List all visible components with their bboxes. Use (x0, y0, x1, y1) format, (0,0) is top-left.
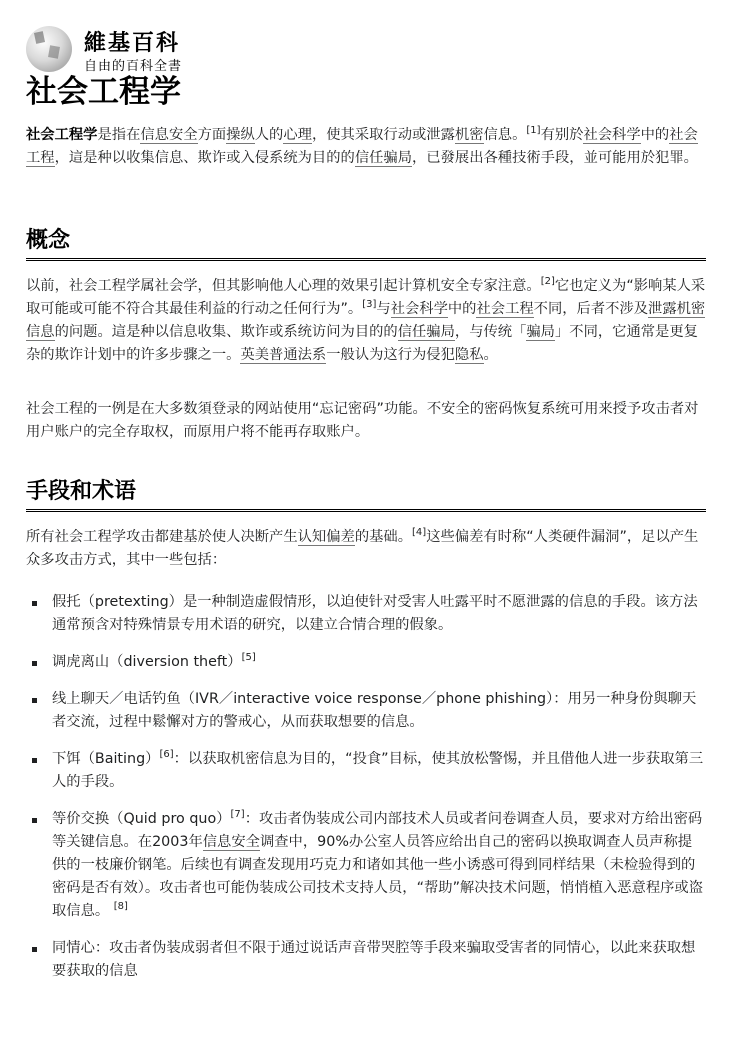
list-item-baiting (26, 748, 706, 794)
link-confidence-trick-2[interactable]: 信任骗局 (397, 324, 455, 340)
techniques-list (26, 591, 706, 997)
ref-6[interactable]: [6] (159, 749, 174, 760)
text: ，与传统「 (454, 324, 527, 340)
text: 有别於 (540, 127, 584, 143)
text: 是指在 (97, 127, 141, 143)
link-psychology[interactable]: 心理 (283, 127, 312, 143)
link-common-law[interactable]: 英美普通法系 (240, 347, 327, 363)
list-item-phone-phishing: 线上聊天／电话钓鱼（IVR／interactive voice response／phone phishing）：用另一种身份與聊天者交流，过程中鬆懈对方的警戒心，从而获取想要的信息。 (26, 688, 706, 734)
ref-1[interactable]: [1] (526, 125, 541, 136)
ref-3[interactable]: [3] (362, 299, 377, 310)
section-heading-techniques: 手段和术语 (26, 477, 706, 512)
site-logo[interactable] (22, 24, 202, 76)
link-information-security-2[interactable]: 信息安全 (202, 834, 260, 850)
list-item-pretexting: 假托（pretexting）是一种制造虚假情形，以迫使针对受害人吐露平时不愿泄露的信息的手段。该方法通常预含对特殊情景专用术语的研究，以建立合情合理的假象。 (26, 591, 706, 637)
term-bold: 社会工程学 (26, 127, 98, 143)
list-item-quid-pro-quo (26, 808, 706, 923)
list-item-diversion-theft (26, 651, 706, 674)
logo-title: 維基百科 (84, 30, 181, 56)
link-social-engineering-political[interactable]: 社会工程 (26, 127, 698, 166)
ref-8[interactable]: [8] (113, 901, 128, 912)
page-title: 社会工程学 (26, 74, 181, 110)
text: 人的 (254, 127, 284, 143)
text: 与 (376, 301, 391, 317)
ref-7[interactable]: [7] (230, 809, 245, 820)
text: 中的 (640, 127, 670, 143)
link-manipulation[interactable]: 操纵 (226, 127, 255, 143)
text: 一般认为这行为侵犯 (326, 347, 455, 363)
link-leak-confidential[interactable]: 泄露机密信息 (26, 301, 706, 340)
text: 。 (483, 347, 498, 363)
text: 它也定义为“影响某人采取可能或可能不符合其最佳利益的行动之任何行为”。 (26, 278, 706, 317)
ref-4[interactable]: [4] (412, 527, 427, 538)
text: 的基础。 (354, 529, 413, 545)
text: ，已發展出各種技術手段，並可能用於犯罪。 (412, 150, 698, 166)
link-scam[interactable]: 骗局 (526, 324, 555, 340)
ref-2[interactable]: [2] (540, 276, 555, 287)
link-cognitive-bias[interactable]: 认知偏差 (297, 529, 355, 545)
link-confidence-trick[interactable]: 信任骗局 (354, 150, 413, 166)
text: 方面 (197, 127, 227, 143)
concept-paragraph-1 (26, 275, 706, 367)
concept-paragraph-2: 社会工程的一例是在大多数須登录的网站使用“忘记密码”功能。不安全的密码恢复系统可用来授予攻击者对用户账户的完全存取权，而原用户将不能再存取账户。 (26, 401, 699, 440)
text: 以前，社会工程学属社会学，但其影响他人心理的效果引起计算机安全专家注意。 (26, 278, 541, 294)
text: 这些偏差有时称“人类硬件漏洞”，足以产生众多攻击方式，其中一些包括： (26, 529, 699, 568)
text: ：以获取机密信息为目的，“投食”目标，使其放松警惕，并且借他人进一步获取第三人的手段。 (52, 751, 704, 790)
text: 下饵（Baiting） (52, 751, 160, 767)
logo-tagline: 自由的百科全書 (84, 59, 183, 74)
link-social-engineering-2[interactable]: 社会工程 (476, 301, 534, 317)
text: 所有社会工程学攻击都建基於使人决断产生 (26, 529, 298, 545)
link-confidential[interactable]: 机密 (454, 127, 484, 143)
text: 调虎离山（diversion theft） (52, 654, 242, 670)
techniques-intro (26, 526, 706, 572)
text: 」不同，它通常是更复杂的欺诈计划中的许多步骤之一。 (26, 324, 698, 363)
link-social-science[interactable]: 社会科学 (583, 127, 641, 143)
text: 不同，后者不涉及 (533, 301, 649, 317)
list-item-sympathy: 同情心：攻击者伪装成弱者但不限于通过说话声音带哭腔等手段来骗取受害者的同情心，以此来获取想要获取的信息 (26, 937, 706, 983)
link-social-science-2[interactable]: 社会科学 (390, 301, 448, 317)
text: ，使其采取行动或泄露 (311, 127, 455, 143)
link-privacy[interactable]: 隐私 (454, 347, 484, 363)
text: 的问题。這是种以信息收集、欺诈或系统访问为目的的 (54, 324, 398, 340)
text: ：攻击者伪装成公司内部技术人员或者问卷调查人员，要求对方给出密码等关键信息。在2003年 (52, 811, 703, 850)
ref-5[interactable]: [5] (241, 652, 256, 663)
intro-paragraph (26, 124, 706, 170)
text: 中的 (447, 301, 477, 317)
link-information-security[interactable]: 信息安全 (140, 127, 198, 143)
text: 调查中，90%办公室人员答应给出自己的密码以换取调查人员声称提供的一枝廉价钢笔。后续也有调查发现用巧克力和诸如其他一些小诱惑可得到同样结果（未检验得到的密码是否有效）。攻击者也可能伪装成公司技术支持人员，“帮助”解决技术问题，悄悄植入恶意程序或盗取信息。 (52, 834, 704, 919)
text: 信息。 (483, 127, 527, 143)
wikipedia-globe-icon (26, 26, 72, 72)
text: 等价交换（Quid pro quo） (52, 811, 231, 827)
text: ，這是种以收集信息、欺诈或入侵系统为目的的 (54, 150, 355, 166)
section-heading-concept: 概念 (26, 226, 706, 261)
